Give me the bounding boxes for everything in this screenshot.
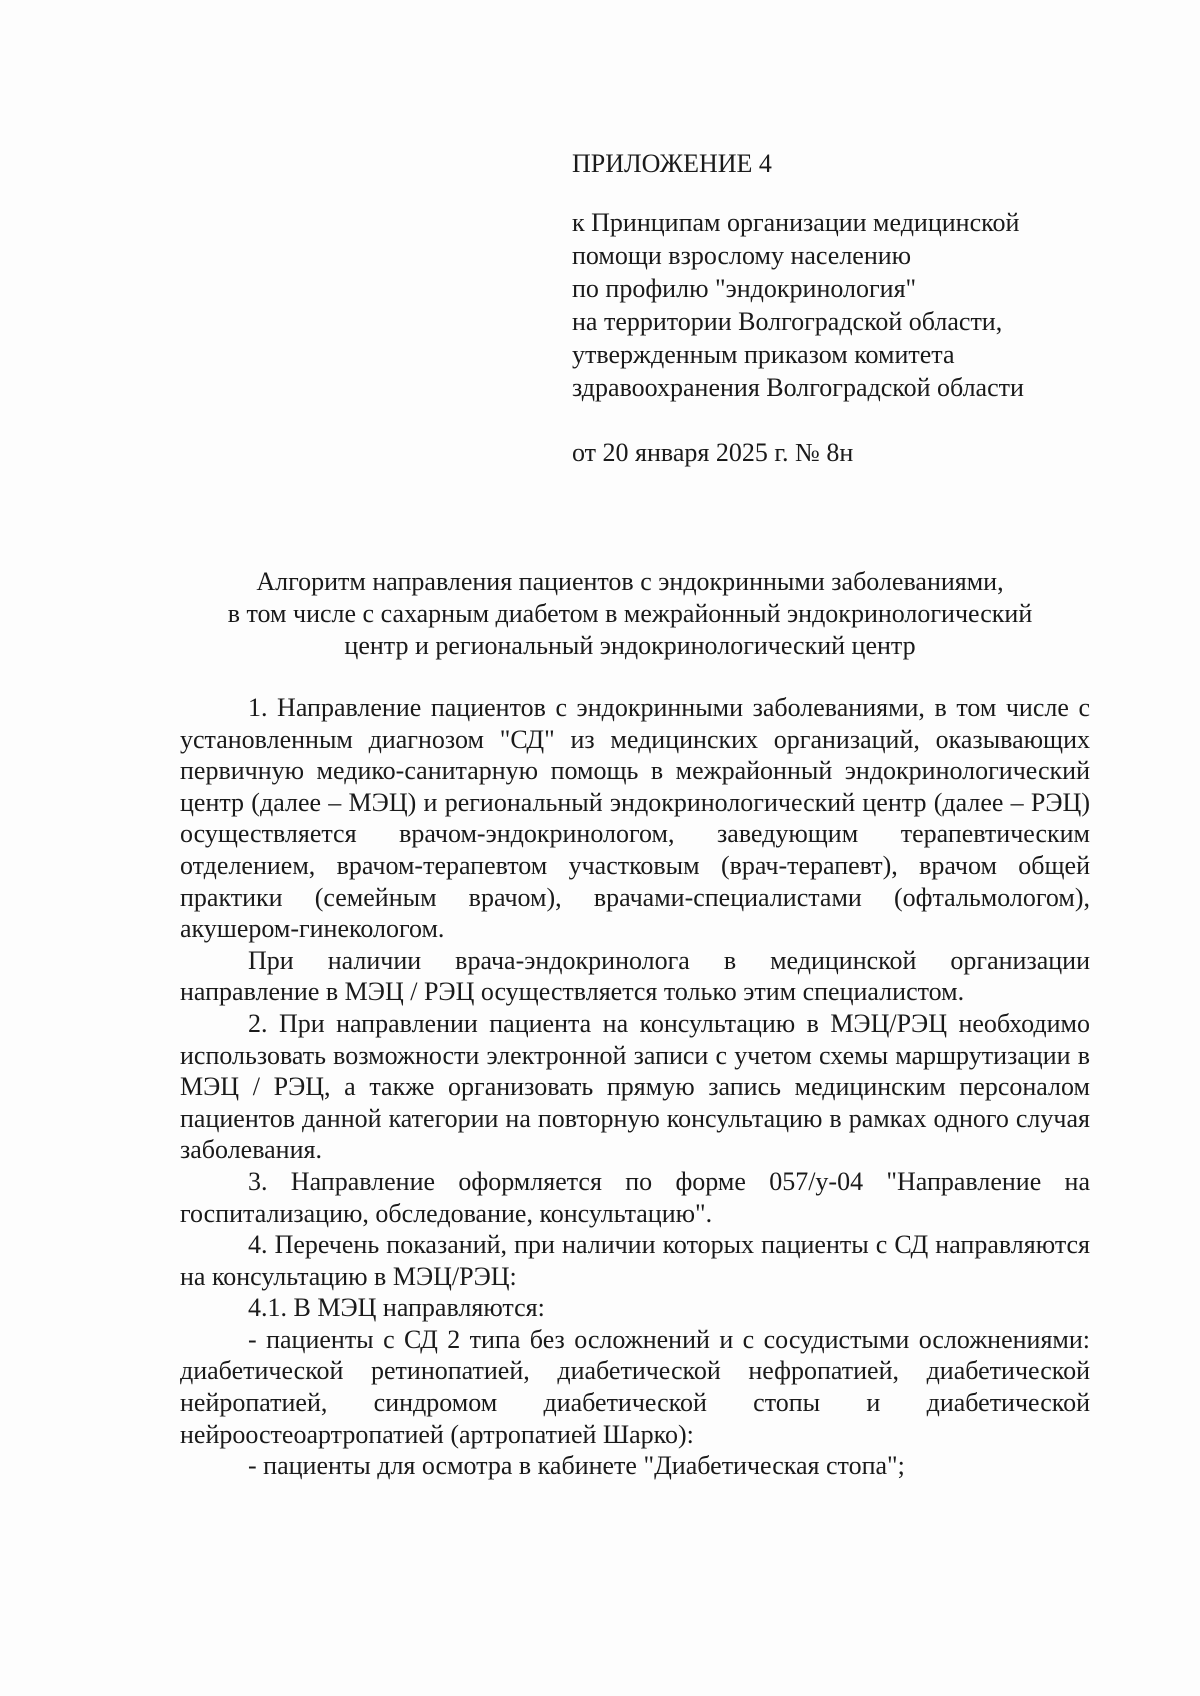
paragraph-4: 4. Перечень показаний, при наличии которых пациенты с СД направляются на консультацию в МЭЦ/РЭЦ: <box>180 1230 1090 1291</box>
paragraph-3: 3. Направление оформляется по форме 057/у-04 "Направление на госпитализацию, обследование, консультацию". <box>180 1166 1090 1228</box>
appendix-date: от 20 января 2025 г. № 8н <box>572 438 854 467</box>
title-line: центр и региональный эндокринологический центр <box>344 631 916 660</box>
title-line: в том числе с сахарным диабетом в межрайонный эндокринологический <box>227 599 1033 628</box>
appendix-header <box>572 147 1112 469</box>
appendix-line: утвержденным приказом комитета <box>572 340 955 369</box>
appendix-line: помощи взрослому населению <box>572 241 912 270</box>
list-item: - пациенты для осмотра в кабинете "Диабетическая стопа"; <box>248 1451 905 1481</box>
paragraph-1-note: При наличии врача-эндокринолога в медицинской организации направление в МЭЦ / РЭЦ осуществляется только этим специалистом. <box>180 945 1090 1007</box>
document-body <box>180 692 1090 1482</box>
appendix-line: на территории Волгоградской области, <box>572 307 1003 336</box>
appendix-line: по профилю "эндокринология" <box>572 274 917 303</box>
appendix-reference <box>572 206 1112 404</box>
appendix-title: ПРИЛОЖЕНИЕ 4 <box>572 149 772 178</box>
list-item: - пациенты с СД 2 типа без осложнений и с сосудистыми осложнениями: диабетической ретинопатией, диабетической нефропатией, диабетической нейропатией, синдромом диабетической стопы и диабетической нейроостеоартропатией (артропатией Шарко): <box>180 1324 1090 1449</box>
appendix-line: к Принципам организации медицинской <box>572 208 1020 237</box>
paragraph-4-1: 4.1. В МЭЦ направляются: <box>248 1293 545 1323</box>
document-title <box>140 566 1120 662</box>
paragraph-1: 1. Направление пациентов с эндокринными заболеваниями, в том числе с установленным диагнозом "СД" из медицинских организаций, оказывающих первичную медико-санитарную помощь в межрайонный эндокринологический центр (далее – МЭЦ) и региональный эндокринологический центр (далее – РЭЦ) осуществляется врачом-эндокринологом, заведующим терапевтическим отделением, врачом-терапевтом участковым (врач-терапевт), врачом общей практики (семейным врачом), врачами-специалистами (офтальмологом), акушером-гинекологом. <box>180 693 1090 944</box>
appendix-line: здравоохранения Волгоградской области <box>572 373 1024 402</box>
title-line: Алгоритм направления пациентов с эндокринными заболеваниями, <box>256 567 1004 596</box>
paragraph-2: 2. При направлении пациента на консультацию в МЭЦ/РЭЦ необходимо использовать возможности электронной записи с учетом схемы маршрутизации в МЭЦ / РЭЦ, а также организовать прямую запись медицинским персоналом пациентов данной категории на повторную консультацию в рамках одного случая заболевания. <box>180 1008 1090 1165</box>
